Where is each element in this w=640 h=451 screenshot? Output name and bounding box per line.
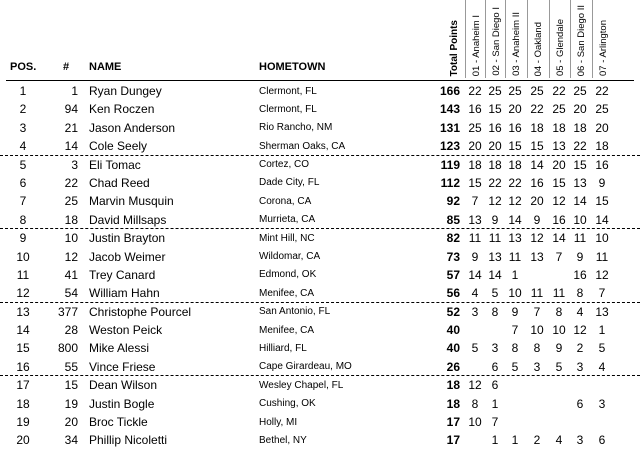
total-points-cell: 26 [446,359,460,374]
position-cell: 16 [16,359,30,374]
round-points-cell: 15 [595,194,609,209]
rider-name-cell: Jacob Weimer [89,249,166,264]
rider-name-cell: David Millsaps [89,212,167,227]
round-points-cell: 9 [511,304,519,319]
round-points-cell: 20 [573,102,587,117]
col-header-total: Total Points [449,19,460,76]
round-points-cell: 25 [595,102,609,117]
col-header-num: # [63,61,70,73]
table-row [0,229,640,247]
round-points-cell: 22 [595,84,609,98]
round-points-cell: 7 [598,286,606,301]
round-points-cell: 7 [491,415,499,430]
col-header-hometown: HOMETOWN [259,61,326,73]
bike-number-cell: 3 [71,157,78,172]
position-cell: 5 [19,157,27,172]
col-header-round: 07 - Arlington [598,20,609,76]
round-points-cell: 12 [468,378,482,393]
total-points-cell: 73 [446,249,460,264]
round-points-cell: 18 [552,120,566,135]
rider-name-cell: Chad Reed [89,175,150,190]
round-points-cell: 9 [555,341,563,356]
bike-number-cell: 14 [64,139,78,154]
round-points-cell: 13 [573,175,587,190]
hometown-cell: Cushing, OK [259,398,316,410]
table-row [0,119,640,137]
total-points-cell: 131 [439,120,460,135]
round-points-cell: 11 [468,231,482,246]
hometown-cell: Bethel, NY [259,434,307,446]
round-points-cell: 15 [552,175,566,190]
round-points-cell: 6 [598,433,606,448]
round-points-cell: 15 [468,175,482,190]
round-points-cell: 10 [530,323,544,338]
round-points-cell: 25 [488,84,502,98]
col-header-round-wrap [468,0,486,78]
rider-name-cell: Ken Roczen [89,102,155,117]
col-header-separator [505,0,506,78]
round-points-cell: 8 [576,286,584,301]
round-points-cell: 25 [552,102,566,117]
position-cell: 11 [16,267,30,282]
hometown-cell: Wildomar, CA [259,251,321,263]
position-cell: 7 [19,194,27,209]
round-points-cell: 8 [491,304,499,319]
round-points-cell: 10 [573,212,587,227]
round-points-cell: 2 [533,433,541,448]
total-points-cell: 18 [446,378,460,393]
col-header-separator [549,0,550,78]
round-points-cell: 5 [555,359,563,374]
col-header-name: NAME [89,61,122,73]
bike-number-cell: 20 [64,415,78,430]
round-points-cell: 12 [595,267,609,282]
bike-number-cell: 22 [64,175,78,190]
position-cell: 6 [19,175,27,190]
table-row [0,339,640,357]
hometown-cell: Clermont, FL [259,85,317,97]
round-points-cell: 5 [598,341,606,356]
round-points-cell: 20 [488,139,502,154]
round-points-cell: 22 [552,84,566,98]
bike-number-cell: 18 [64,212,78,227]
round-points-cell: 16 [530,175,544,190]
standings-table [0,82,640,450]
round-points-cell: 13 [508,231,522,246]
col-header-round-wrap [595,0,613,78]
rider-name-cell: Ryan Dungey [89,84,162,98]
total-points-cell: 40 [446,341,460,356]
round-points-cell: 25 [468,120,482,135]
total-points-cell: 17 [446,433,460,448]
table-row [0,413,640,431]
col-header-separator [465,0,466,78]
bike-number-cell: 34 [64,433,78,448]
table-row [0,192,640,210]
round-points-cell: 4 [555,433,563,448]
table-row [0,431,640,449]
round-points-cell: 1 [598,323,606,338]
round-points-cell: 3 [471,304,479,319]
bike-number-cell: 12 [64,249,78,264]
total-points-cell: 166 [439,84,460,98]
round-points-cell: 3 [491,341,499,356]
total-points-cell: 112 [440,175,460,190]
rider-name-cell: Vince Friese [89,359,156,374]
hometown-cell: Menifee, CA [259,324,315,336]
bike-number-cell: 377 [57,304,78,319]
round-points-cell: 18 [508,157,522,172]
position-cell: 9 [19,231,27,246]
round-points-cell: 16 [573,267,587,282]
round-points-cell: 1 [491,433,499,448]
col-header-pos: POS. [10,61,37,73]
table-row [0,321,640,339]
hometown-cell: Menifee, CA [259,287,315,299]
round-points-cell: 22 [530,102,544,117]
bike-number-cell: 800 [57,341,78,356]
rider-name-cell: Cole Seely [89,139,148,154]
round-points-cell: 15 [573,157,587,172]
rider-name-cell: Broc Tickle [89,415,148,430]
round-points-cell: 15 [488,102,502,117]
round-points-cell: 22 [488,175,502,190]
round-points-cell: 9 [533,212,541,227]
position-cell: 3 [19,120,27,135]
round-points-cell: 9 [576,249,584,264]
round-points-cell: 8 [555,304,563,319]
table-row [0,284,640,302]
hometown-cell: Sherman Oaks, CA [259,140,346,152]
round-points-cell: 25 [573,84,587,98]
round-points-cell: 2 [576,341,584,356]
round-points-cell: 18 [468,157,482,172]
position-cell: 17 [16,378,30,393]
round-points-cell: 16 [508,120,522,135]
col-header-separator [592,0,593,78]
bike-number-cell: 19 [64,396,78,411]
round-points-cell: 9 [491,212,499,227]
hometown-cell: Corona, CA [259,195,312,207]
rider-name-cell: Jason Anderson [89,120,176,135]
table-row [0,100,640,118]
round-points-cell: 7 [471,194,479,209]
total-points-cell: 123 [439,139,460,154]
round-points-cell: 5 [511,359,519,374]
total-points-cell: 143 [439,102,460,117]
round-points-cell: 18 [595,139,609,154]
total-points-cell: 52 [446,304,460,319]
round-points-cell: 25 [530,84,544,98]
bike-number-cell: 25 [64,194,78,209]
col-header-round-wrap [530,0,548,78]
rider-name-cell: Christophe Pourcel [89,304,192,319]
position-cell: 14 [16,323,30,338]
total-points-cell: 119 [440,157,460,172]
col-header-total-wrap [446,0,464,78]
round-points-cell: 10 [468,415,482,430]
col-header-separator [570,0,571,78]
col-header-round: 04 - Oakland [533,21,544,76]
table-row [0,82,640,100]
rider-name-cell: Weston Peick [89,323,163,338]
rider-name-cell: Trey Canard [89,267,156,282]
round-points-cell: 14 [530,157,544,172]
position-cell: 1 [19,84,27,98]
position-cell: 2 [19,102,27,117]
position-cell: 10 [16,249,30,264]
rider-name-cell: Justin Brayton [89,231,166,246]
rider-name-cell: Justin Bogle [89,396,155,411]
round-points-cell: 14 [595,212,609,227]
round-points-cell: 20 [468,139,482,154]
total-points-cell: 82 [446,231,460,246]
table-row [0,174,640,192]
hometown-cell: Edmond, OK [259,269,317,281]
col-header-round: 05 - Glendale [555,18,566,76]
round-points-cell: 4 [598,359,606,374]
col-header-round: 02 - San Diego I [491,7,502,76]
round-points-cell: 12 [488,194,502,209]
position-cell: 20 [16,433,30,448]
round-points-cell: 16 [468,102,482,117]
round-points-cell: 20 [530,194,544,209]
round-points-cell: 11 [552,286,566,301]
bike-number-cell: 55 [64,359,78,374]
hometown-cell: Wesley Chapel, FL [259,379,344,391]
position-cell: 4 [19,139,27,154]
col-header-round-wrap [488,0,506,78]
bike-number-cell: 94 [64,102,78,117]
round-points-cell: 1 [511,267,519,282]
round-points-cell: 3 [576,433,584,448]
col-header-round: 06 - San Diego II [576,4,587,76]
round-points-cell: 25 [508,84,522,98]
round-points-cell: 18 [530,120,544,135]
round-points-cell: 22 [573,139,587,154]
round-points-cell: 7 [555,249,563,264]
round-points-cell: 8 [471,396,479,411]
rider-name-cell: Phillip Nicoletti [89,433,168,448]
round-points-cell: 13 [488,249,502,264]
round-points-cell: 10 [595,231,609,246]
round-points-cell: 20 [595,120,609,135]
round-points-cell: 11 [595,249,609,264]
total-points-cell: 40 [446,323,460,338]
round-points-cell: 13 [530,249,544,264]
round-points-cell: 16 [552,212,566,227]
round-points-cell: 14 [552,231,566,246]
total-points-cell: 17 [446,415,460,430]
round-points-cell: 7 [533,304,541,319]
hometown-cell: Holly, MI [259,416,298,428]
table-row [0,211,640,229]
total-points-cell: 57 [446,267,460,282]
bike-number-cell: 41 [64,267,78,282]
round-points-cell: 11 [508,249,522,264]
bike-number-cell: 15 [64,378,78,393]
bike-number-cell: 21 [64,120,78,135]
rider-name-cell: Mike Alessi [89,341,150,356]
position-cell: 15 [16,341,30,356]
round-points-cell: 10 [552,323,566,338]
total-points-cell: 92 [446,194,460,209]
col-header-round-wrap [508,0,526,78]
table-row [0,248,640,266]
round-points-cell: 9 [471,249,479,264]
position-cell: 12 [16,286,30,301]
round-points-cell: 5 [471,341,479,356]
round-points-cell: 16 [488,120,502,135]
hometown-cell: San Antonio, FL [259,306,331,318]
rider-name-cell: Dean Wilson [89,378,158,393]
position-cell: 13 [16,304,30,319]
round-points-cell: 13 [552,139,566,154]
hometown-cell: Clermont, FL [259,103,317,115]
position-cell: 18 [16,396,30,411]
round-points-cell: 7 [511,323,519,338]
bike-number-cell: 28 [64,323,78,338]
position-cell: 8 [19,212,27,227]
round-points-cell: 11 [573,231,587,246]
col-header-round-wrap [552,0,570,78]
round-points-cell: 6 [491,359,499,374]
round-points-cell: 18 [573,120,587,135]
round-points-cell: 3 [576,359,584,374]
table-row [0,395,640,413]
round-points-cell: 14 [488,267,502,282]
total-points-cell: 56 [446,286,460,301]
round-points-cell: 12 [552,194,566,209]
table-row [0,303,640,321]
rider-name-cell: Eli Tomac [89,157,141,172]
round-points-cell: 16 [595,157,609,172]
hometown-cell: Cortez, CO [259,159,310,171]
col-header-round: 01 - Anaheim I [471,14,482,76]
rider-name-cell: William Hahn [89,286,160,301]
round-points-cell: 12 [573,323,587,338]
position-cell: 19 [16,415,30,430]
col-header-separator [527,0,528,78]
round-points-cell: 20 [508,102,522,117]
round-points-cell: 1 [511,433,519,448]
round-points-cell: 9 [598,175,606,190]
hometown-cell: Hilliard, FL [259,342,307,354]
col-header-separator [485,0,486,78]
round-points-cell: 3 [598,396,606,411]
round-points-cell: 20 [552,157,566,172]
total-points-cell: 18 [446,396,460,411]
hometown-cell: Mint Hill, NC [259,232,315,244]
table-row [0,358,640,376]
table-row [0,376,640,394]
round-points-cell: 22 [468,84,482,98]
round-points-cell: 3 [533,359,541,374]
table-row [0,266,640,284]
table-row [0,156,640,174]
round-points-cell: 6 [491,378,499,393]
round-points-cell: 15 [530,139,544,154]
total-points-cell: 85 [446,212,460,227]
header-divider [6,80,634,81]
round-points-cell: 14 [508,212,522,227]
round-points-cell: 1 [491,396,499,411]
round-points-cell: 6 [576,396,584,411]
round-points-cell: 13 [468,212,482,227]
bike-number-cell: 1 [71,84,78,98]
round-points-cell: 13 [595,304,609,319]
bike-number-cell: 10 [64,231,78,246]
round-points-cell: 11 [530,286,544,301]
round-points-cell: 8 [511,341,519,356]
bike-number-cell: 54 [64,286,78,301]
hometown-cell: Murrieta, CA [259,214,316,226]
round-points-cell: 5 [491,286,499,301]
hometown-cell: Dade City, FL [259,177,320,189]
round-points-cell: 12 [508,194,522,209]
round-points-cell: 4 [471,286,479,301]
table-row [0,137,640,155]
col-header-round: 03 - Anaheim II [511,12,522,76]
col-header-round-wrap [573,0,591,78]
round-points-cell: 8 [533,341,541,356]
hometown-cell: Cape Girardeau, MO [259,361,352,373]
round-points-cell: 15 [508,139,522,154]
round-points-cell: 10 [508,286,522,301]
round-points-cell: 22 [508,175,522,190]
round-points-cell: 18 [488,157,502,172]
rider-name-cell: Marvin Musquin [89,194,174,209]
hometown-cell: Rio Rancho, NM [259,122,333,134]
round-points-cell: 4 [576,304,584,319]
round-points-cell: 12 [530,231,544,246]
round-points-cell: 14 [573,194,587,209]
round-points-cell: 14 [468,267,482,282]
round-points-cell: 11 [488,231,502,246]
